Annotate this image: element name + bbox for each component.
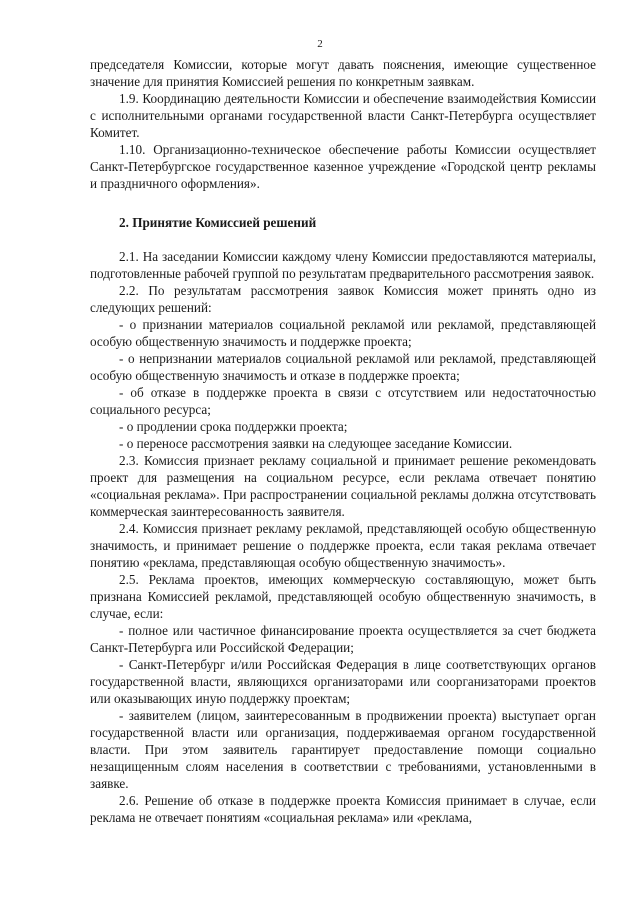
paragraphs-top (90, 56, 596, 192)
list-item: - об отказе в поддержке проекта в связи с отсутствием или недостаточностью социального ресурса; (90, 385, 596, 417)
list-item: - полное или частичное финансирование проекта осуществляется за счет бюджета Санкт-Петербурга или Российской Федерации; (90, 623, 596, 655)
list-item: - о продлении срока поддержки проекта; (119, 419, 348, 434)
list-item: - о непризнании материалов социальной рекламой или рекламой, представляющей особую общественную значимость и отказе в поддержке проекта; (90, 351, 596, 383)
paragraph-continuation: председателя Комиссии, которые могут давать пояснения, имеющие существенное значение для принятия Комиссией решения по конкретным заявкам. (90, 57, 596, 89)
list-item: - заявителем (лицом, заинтересованным в продвижении проекта) выступает орган государственной власти или организация, поддерживаемая органом государственной власти. При этом заявитель гарантирует предоставление помощи социально незащищенным слоям населения в соответствии с требованиями, установленными в заявке. (90, 708, 596, 791)
list-item: - Санкт-Петербург и/или Российская Федерация в лице соответствующих органов государственной власти, являющихся организаторами или соорганизаторами проектов или оказывающих иную поддержку проектам; (90, 657, 596, 706)
paragraph-2-3: 2.3. Комиссия признает рекламу социальной и принимает решение рекомендовать проект для размещения на социальном ресурсе, если реклама отвечает понятию «социальная реклама». При распространении социальной рекламы должна отсутствовать коммерческая заинтересованность заявителя. (90, 453, 596, 519)
document-body (90, 56, 596, 826)
paragraph-2-5: 2.5. Реклама проектов, имеющих коммерческую составляющую, может быть признана Комиссией рекламой, представляющей особую общественную значимость, в случае, если: (90, 572, 596, 621)
paragraph-2-1: 2.1. На заседании Комиссии каждому члену Комиссии предоставляются материалы, подготовленные рабочей группой по результатам предварительного рассмотрения заявок. (90, 249, 596, 281)
section-heading: 2. Принятие Комиссией решений (119, 215, 317, 230)
list-item: - о переносе рассмотрения заявки на следующее заседание Комиссии. (119, 436, 513, 451)
paragraph-2-4: 2.4. Комиссия признает рекламу рекламой, представляющей особую общественную значимость, и принимает решение о поддержке проекта, если такая реклама отвечает понятию «реклама, представляющая особую общественную значимость». (90, 521, 596, 570)
paragraph-2-2: 2.2. По результатам рассмотрения заявок Комиссия может принять одно из следующих решений: (90, 283, 596, 315)
paragraph-1-10: 1.10. Организационно-техническое обеспечение работы Комиссии осуществляет Санкт-Петербургское государственное казенное учреждение «Городской центр рекламы и праздничного оформления». (90, 142, 596, 191)
paragraph-1-9: 1.9. Координацию деятельности Комиссии и обеспечение взаимодействия Комиссии с исполнительными органами государственной власти Санкт-Петербурга осуществляет Комитет. (90, 91, 596, 140)
page-number: 2 (317, 38, 323, 50)
paragraph-2-6: 2.6. Решение об отказе в поддержке проекта Комиссия принимает в случае, если реклама не отвечает понятиям «социальная реклама» или «реклама, (90, 793, 596, 825)
paragraphs-main (90, 248, 596, 826)
list-item: - о признании материалов социальной рекламой или рекламой, представляющей особую общественную значимость и поддержке проекта; (90, 317, 596, 349)
